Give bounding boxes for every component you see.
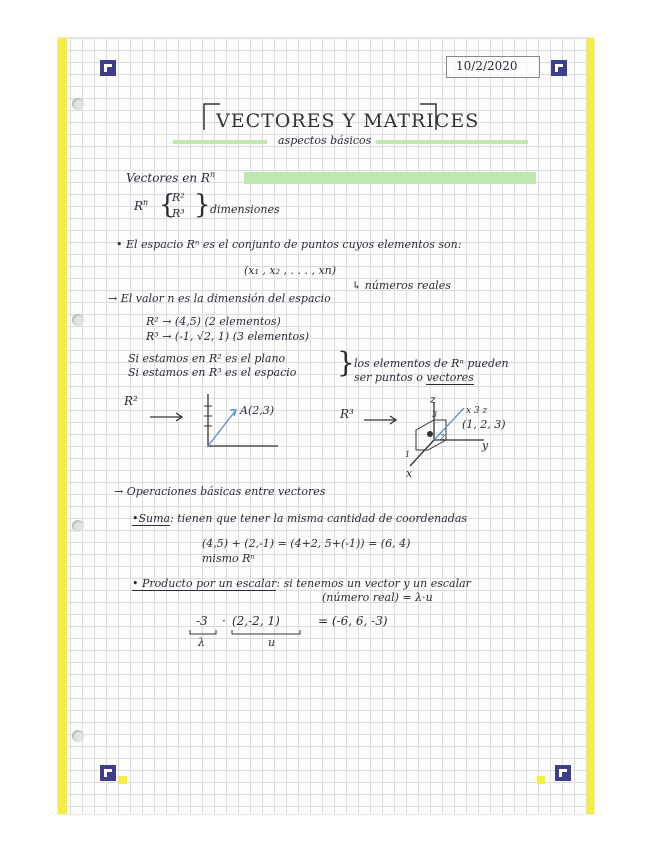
sum-label: •Suma: [132, 512, 171, 525]
product-line: [132, 577, 471, 590]
yellow-margin-left: [58, 38, 67, 814]
page-title: VECTORES Y MATRICES: [216, 110, 480, 132]
real-numbers-note: ↳ números reales: [352, 279, 451, 292]
points-line: [354, 371, 474, 384]
operations-heading: → Operaciones básicas entre vectores: [114, 485, 326, 498]
vector-value: (2,-2, 1): [232, 614, 280, 628]
tuple: (x₁ , x₂ , . . . , xn): [244, 264, 337, 277]
page-subtitle: aspectos básicos: [278, 134, 372, 147]
r3-figure-label: R³: [340, 407, 354, 421]
rn-sup: n: [143, 198, 149, 207]
product-text2: (número real) = λ·u: [322, 591, 433, 604]
elements-line: los elementos de Rⁿ pueden: [354, 357, 509, 370]
z-axis-label: z: [430, 393, 436, 406]
y-axis-label: y: [482, 439, 489, 452]
yellow-dot: [537, 776, 545, 784]
product-result: = (-6, 6, -3): [318, 614, 388, 628]
date: 10/2/2020: [456, 59, 518, 73]
space-line: Si estamos en R³ es el espacio: [128, 366, 297, 379]
brace-left-icon: {: [159, 190, 176, 220]
binder-hole: [72, 98, 84, 110]
triple-label: (1, 2, 3): [462, 418, 506, 431]
dimensions-label: dimensiones: [210, 203, 280, 216]
section-heading-sup: n: [209, 170, 216, 179]
corner-mark-icon: [100, 765, 116, 781]
dimension-note: → El valor n es la dimensión del espacio: [108, 292, 331, 305]
points-text: ser puntos o: [354, 371, 423, 384]
plane-line: Si estamos en R² es el plano: [128, 352, 286, 365]
example-r2: R² → (4,5) (2 elementos): [146, 315, 281, 328]
arrow-right-icon: [148, 412, 188, 422]
tick-1: 1: [405, 450, 411, 459]
lambda-label: λ: [198, 636, 205, 649]
section-heading: [126, 170, 215, 185]
r2-label: R²: [172, 191, 185, 204]
rn-symbol: [134, 198, 148, 213]
tick-3: 3: [432, 410, 438, 419]
binder-hole: [72, 314, 84, 326]
title-highlight-left: [173, 140, 267, 144]
binder-hole: [72, 520, 84, 532]
heading-highlight: [244, 172, 536, 184]
scalar-value: -3: [196, 614, 208, 628]
corner-mark-icon: [100, 60, 116, 76]
yellow-margin-right: [587, 38, 594, 814]
section-heading-text: Vectores en R: [126, 171, 210, 185]
brace-right-icon: }: [337, 346, 355, 379]
sum-equation: (4,5) + (2,-1) = (4+2, 5+(-1)) = (6, 4): [202, 537, 411, 550]
yellow-dot: [119, 776, 127, 784]
rn-base: R: [134, 199, 144, 213]
point-a-label: A(2,3): [240, 404, 275, 417]
vectors-word: vectores: [426, 371, 474, 384]
x-axis-label: x: [406, 467, 413, 480]
binder-hole: [72, 730, 84, 742]
product-label: • Producto por un escalar: [132, 577, 277, 590]
sum-line: [132, 512, 467, 525]
underbraces: [188, 628, 308, 642]
sum-text: : tienen que tener la misma cantidad de coordenadas: [170, 512, 468, 525]
corner-mark-icon: [555, 765, 571, 781]
arrow-right-icon: [362, 415, 402, 425]
product-text: : si tenemos un vector y un escalar: [276, 577, 471, 590]
tick-2: 2: [440, 433, 446, 442]
example-r3: R³ → (-1, √2, 1) (3 elementos): [146, 330, 310, 343]
sum-note: mismo Rⁿ: [202, 552, 255, 565]
u-label: u: [268, 636, 276, 649]
xyz-header: x 3 z: [466, 406, 488, 416]
grid-paper: [58, 38, 594, 814]
brace-right-icon: }: [194, 190, 211, 220]
title-highlight-right: [376, 140, 528, 144]
space-definition: • El espacio Rⁿ es el conjunto de puntos cuyos elementos son:: [116, 238, 462, 251]
dot-operator: ·: [222, 614, 226, 628]
r3-label: R³: [172, 207, 185, 220]
r2-figure-label: R²: [124, 394, 138, 408]
r2-axes: [198, 392, 288, 452]
corner-mark-icon: [551, 60, 567, 76]
